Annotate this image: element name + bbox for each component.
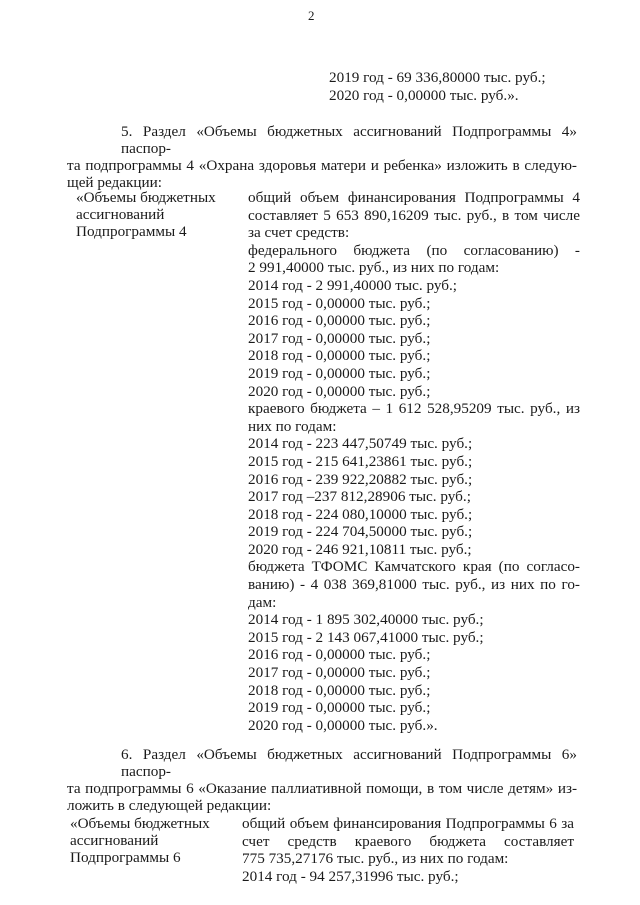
section5-left-label xyxy=(76,189,216,240)
section5-paragraph-line: та подпрограммы 4 «Охрана здоровья матери и ребенка» изложить в следую- xyxy=(67,157,577,174)
detail-line: счет средств краевого бюджета составляет xyxy=(242,832,574,850)
section6-paragraph-line: ложить в следующей редакции: xyxy=(67,797,272,814)
detail-line: общий объем финансирования Подпрограммы 6 за xyxy=(242,815,574,832)
section5-paragraph-line: 5. Раздел «Объемы бюджетных ассигнований Подпрограммы 4» паспор- xyxy=(121,123,577,157)
detail-line: 2017 год - 0,00000 тыс. руб.; xyxy=(248,664,431,682)
detail-line: 2019 год - 0,00000 тыс. руб.; xyxy=(248,364,431,382)
top-line-2019: 2019 год - 69 336,80000 тыс. руб.; xyxy=(329,69,546,86)
detail-line: составляет 5 653 890,16209 тыс. руб., в том числе xyxy=(248,206,580,224)
label-line: Подпрограммы 6 xyxy=(70,849,181,866)
detail-line: дам: xyxy=(248,593,277,611)
detail-line: федерального бюджета (по согласованию) - xyxy=(248,241,580,259)
section6-left-label xyxy=(70,815,210,866)
detail-line: 2017 год –237 812,28906 тыс. руб.; xyxy=(248,488,471,506)
detail-line: 2020 год - 246 921,10811 тыс. руб.; xyxy=(248,540,472,558)
detail-line: 2014 год - 1 895 302,40000 тыс. руб.; xyxy=(248,611,484,629)
detail-line: краевого бюджета – 1 612 528,95209 тыс. руб., из xyxy=(248,400,580,418)
section5-paragraph xyxy=(67,123,577,191)
detail-line: ванию) - 4 038 369,81000 тыс. руб., из них по го- xyxy=(248,576,580,594)
detail-line: 2018 год - 0,00000 тыс. руб.; xyxy=(248,681,431,699)
section6-paragraph xyxy=(67,746,577,814)
detail-line: 2017 год - 0,00000 тыс. руб.; xyxy=(248,329,431,347)
section6-paragraph-line: та подпрограммы 6 «Оказание паллиативной помощи, в том числе детям» из- xyxy=(67,780,577,797)
detail-line: 2016 год - 0,00000 тыс. руб.; xyxy=(248,312,431,330)
detail-line: 2015 год - 2 143 067,41000 тыс. руб.; xyxy=(248,628,484,646)
page-number: 2 xyxy=(308,8,315,23)
label-line: «Объемы бюджетных xyxy=(70,815,210,832)
detail-line: 2016 год - 0,00000 тыс. руб.; xyxy=(248,646,431,664)
detail-line: 2015 год - 0,00000 тыс. руб.; xyxy=(248,294,431,312)
detail-line: 2019 год - 224 704,50000 тыс. руб.; xyxy=(248,523,473,541)
label-line: Подпрограммы 4 xyxy=(76,223,187,240)
label-line: ассигнований xyxy=(76,206,165,223)
detail-line: 2020 год - 0,00000 тыс. руб.; xyxy=(248,382,431,400)
detail-line: 2019 год - 0,00000 тыс. руб.; xyxy=(248,699,431,717)
detail-line: 2 991,40000 тыс. руб., из них по годам: xyxy=(248,259,500,277)
detail-line: 2014 год - 94 257,31996 тыс. руб.; xyxy=(242,867,459,885)
section5-paragraph-line: щей редакции: xyxy=(67,174,162,191)
detail-line: 2016 год - 239 922,20882 тыс. руб.; xyxy=(248,470,473,488)
detail-line: 2020 год - 0,00000 тыс. руб.». xyxy=(248,716,438,734)
label-line: «Объемы бюджетных xyxy=(76,189,216,206)
detail-line: 2014 год - 2 991,40000 тыс. руб.; xyxy=(248,276,457,294)
section6-financing-details xyxy=(242,815,574,885)
detail-line: 2015 год - 215 641,23861 тыс. руб.; xyxy=(248,452,473,470)
detail-line: общий объем финансирования Подпрограммы 4 xyxy=(248,189,580,206)
detail-line: 2018 год - 0,00000 тыс. руб.; xyxy=(248,347,431,365)
section5-financing-details xyxy=(248,189,580,734)
detail-line: 2018 год - 224 080,10000 тыс. руб.; xyxy=(248,505,473,523)
detail-line: них по годам: xyxy=(248,417,337,435)
detail-line: 775 735,27176 тыс. руб., из них по годам: xyxy=(242,850,509,868)
detail-line: бюджета ТФОМС Камчатского края (по согласо- xyxy=(248,558,580,576)
top-line-2020: 2020 год - 0,00000 тыс. руб.». xyxy=(329,87,519,104)
section6-paragraph-line: 6. Раздел «Объемы бюджетных ассигнований Подпрограммы 6» паспор- xyxy=(121,746,577,780)
detail-line: за счет средств: xyxy=(248,224,350,242)
detail-line: 2014 год - 223 447,50749 тыс. руб.; xyxy=(248,435,473,453)
label-line: ассигнований xyxy=(70,832,159,849)
